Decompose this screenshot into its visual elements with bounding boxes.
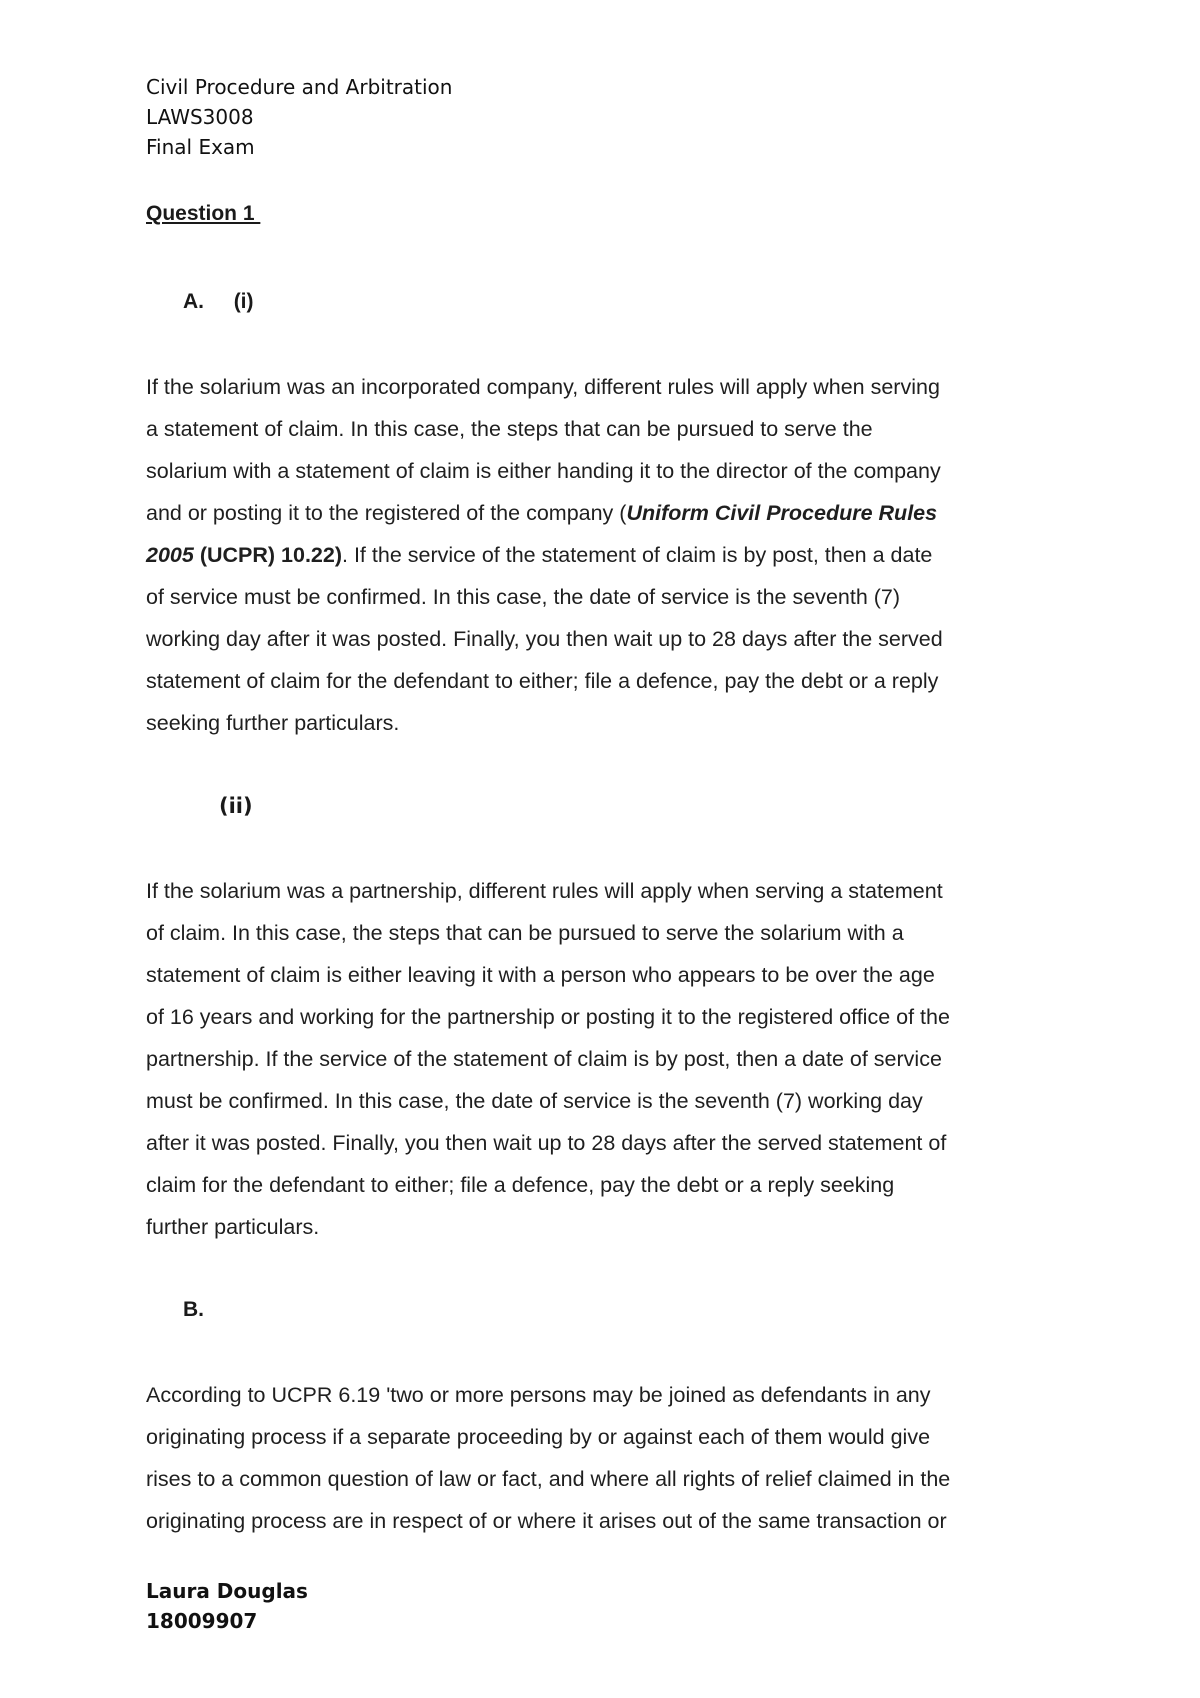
part-a-i-label: (i) (233, 290, 254, 313)
question-title: Question 1 (146, 202, 261, 225)
part-a-i-paragraph (146, 366, 1066, 744)
student-name: Laura Douglas (146, 1579, 308, 1603)
document-header (146, 72, 452, 162)
citation-title: Uniform Civil Procedure Rules (626, 501, 938, 525)
part-a-ii-paragraph (146, 870, 1066, 1248)
paragraph-line (146, 492, 1066, 534)
paragraph-line: partnership. If the service of the statement of claim is by post, then a date of service (146, 1047, 942, 1071)
paragraph-line: If the solarium was an incorporated company, different rules will apply when serving (146, 375, 940, 399)
paragraph-line: According to UCPR 6.19 'two or more persons may be joined as defendants in any (146, 1383, 931, 1407)
part-a-label: A. (183, 290, 204, 313)
paragraph-line: seeking further particulars. (146, 711, 400, 735)
paragraph-line: originating process are in respect of or where it arises out of the same transaction or (146, 1509, 947, 1533)
paragraph-line: must be confirmed. In this case, the date of service is the seventh (7) working day (146, 1089, 923, 1113)
exam-name: Final Exam (146, 135, 255, 159)
course-code: LAWS3008 (146, 105, 254, 129)
part-a-heading (183, 290, 254, 314)
citation-year: 2005 (146, 543, 194, 567)
paragraph-line: claim for the defendant to either; file a defence, pay the debt or a reply seeking (146, 1173, 895, 1197)
document-footer (146, 1576, 308, 1636)
course-title: Civil Procedure and Arbitration (146, 75, 453, 99)
paragraph-line: statement of claim for the defendant to either; file a defence, pay the debt or a reply (146, 669, 939, 693)
paragraph-text: and or posting it to the registered of the company ( (146, 501, 627, 525)
paragraph-line: working day after it was posted. Finally, you then wait up to 28 days after the served (146, 627, 943, 651)
paragraph-line: of service must be confirmed. In this case, the date of service is the seventh (7) (146, 585, 901, 609)
paragraph-line: of claim. In this case, the steps that can be pursued to serve the solarium with a (146, 921, 904, 945)
part-a-ii-label: (ii) (219, 794, 253, 818)
paragraph-line: further particulars. (146, 1215, 320, 1239)
student-id: 18009907 (146, 1609, 258, 1633)
paragraph-line: If the solarium was a partnership, different rules will apply when serving a statement (146, 879, 943, 903)
paragraph-line: solarium with a statement of claim is either handing it to the director of the company (146, 459, 941, 483)
paragraph-line: a statement of claim. In this case, the steps that can be pursued to serve the (146, 417, 873, 441)
paragraph-text: . If the service of the statement of claim is by post, then a date (342, 543, 933, 567)
paragraph-line: statement of claim is either leaving it with a person who appears to be over the age (146, 963, 935, 987)
part-b-paragraph (146, 1374, 1066, 1542)
paragraph-line: of 16 years and working for the partnership or posting it to the registered office of the (146, 1005, 950, 1029)
paragraph-line: originating process if a separate proceeding by or against each of them would give (146, 1425, 931, 1449)
part-b-label: B. (183, 1298, 204, 1321)
citation-rule: (UCPR) 10.22) (199, 543, 343, 567)
paragraph-line: after it was posted. Finally, you then wait up to 28 days after the served statement of (146, 1131, 947, 1155)
paragraph-line: rises to a common question of law or fact, and where all rights of relief claimed in the (146, 1467, 951, 1491)
paragraph-line (146, 534, 1066, 576)
